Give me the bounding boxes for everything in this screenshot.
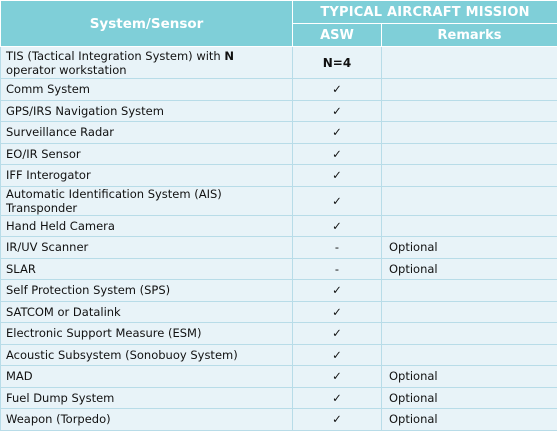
remarks-header: Remarks (382, 24, 557, 47)
asw-header: ASW (293, 24, 382, 47)
mission-header: TYPICAL AIRCRAFT MISSION (293, 1, 557, 24)
remarks-cell (382, 344, 557, 366)
system-name-cell: Electronic Support Measure (ESM) (1, 323, 293, 345)
remarks-cell (382, 122, 557, 144)
table-row (1, 186, 557, 215)
remarks-cell: Optional (382, 237, 557, 259)
table-row (1, 100, 557, 122)
table-row (1, 122, 557, 144)
system-name-cell (1, 47, 293, 79)
system-name-cell: SATCOM or Datalink (1, 301, 293, 323)
asw-cell: ✓ (293, 280, 382, 302)
remarks-cell: Optional (382, 387, 557, 409)
system-name-cell: Weapon (Torpedo) (1, 409, 293, 431)
remarks-cell (382, 280, 557, 302)
table-row (1, 344, 557, 366)
asw-cell: ✓ (293, 323, 382, 345)
table-row (1, 143, 557, 165)
system-name-bold: N (224, 49, 234, 63)
asw-cell: ✓ (293, 100, 382, 122)
table-row (1, 366, 557, 388)
table-row (1, 409, 557, 431)
remarks-cell (382, 301, 557, 323)
remarks-cell: Optional (382, 409, 557, 431)
remarks-cell (382, 79, 557, 101)
system-name-part: TIS (Tactical Integration System) with (6, 49, 224, 63)
system-name-cell: Hand Held Camera (1, 215, 293, 237)
remarks-cell (382, 100, 557, 122)
system-name-cell: EO/IR Sensor (1, 143, 293, 165)
system-name-cell: SLAR (1, 258, 293, 280)
asw-cell: - (293, 258, 382, 280)
system-name-cell: GPS/IRS Navigation System (1, 100, 293, 122)
asw-cell: ✓ (293, 215, 382, 237)
table-row (1, 47, 557, 79)
header-row-top (1, 1, 557, 24)
asw-cell: ✓ (293, 143, 382, 165)
asw-cell: ✓ (293, 387, 382, 409)
system-name-cell: Automatic Identification System (AIS) Transponder (1, 186, 293, 215)
remarks-cell: Optional (382, 258, 557, 280)
remarks-cell (382, 215, 557, 237)
table-row (1, 258, 557, 280)
asw-cell: - (293, 237, 382, 259)
system-name-part: operator workstation (6, 63, 127, 77)
remarks-cell: Optional (382, 366, 557, 388)
table-row (1, 165, 557, 187)
system-name-cell: Acoustic Subsystem (Sonobuoy System) (1, 344, 293, 366)
asw-cell: ✓ (293, 165, 382, 187)
asw-cell: ✓ (293, 122, 382, 144)
asw-cell: ✓ (293, 79, 382, 101)
system-name-cell: Comm System (1, 79, 293, 101)
system-name-cell: IR/UV Scanner (1, 237, 293, 259)
table-row (1, 387, 557, 409)
table-row (1, 301, 557, 323)
system-name-cell: Self Protection System (SPS) (1, 280, 293, 302)
asw-cell: ✓ (293, 344, 382, 366)
remarks-cell (382, 165, 557, 187)
remarks-cell (382, 47, 557, 79)
remarks-cell (382, 186, 557, 215)
asw-cell: ✓ (293, 366, 382, 388)
system-sensor-header: System/Sensor (1, 1, 293, 47)
table-body (1, 47, 557, 431)
system-name-cell: MAD (1, 366, 293, 388)
asw-cell: ✓ (293, 409, 382, 431)
table-row (1, 215, 557, 237)
table-row (1, 280, 557, 302)
system-name-cell: IFF Interogator (1, 165, 293, 187)
system-name-cell: Surveillance Radar (1, 122, 293, 144)
asw-cell: ✓ (293, 186, 382, 215)
asw-cell: N=4 (293, 47, 382, 79)
asw-cell: ✓ (293, 301, 382, 323)
system-name-cell: Fuel Dump System (1, 387, 293, 409)
table-row (1, 79, 557, 101)
remarks-cell (382, 323, 557, 345)
remarks-cell (382, 143, 557, 165)
table-row (1, 323, 557, 345)
table-row (1, 237, 557, 259)
